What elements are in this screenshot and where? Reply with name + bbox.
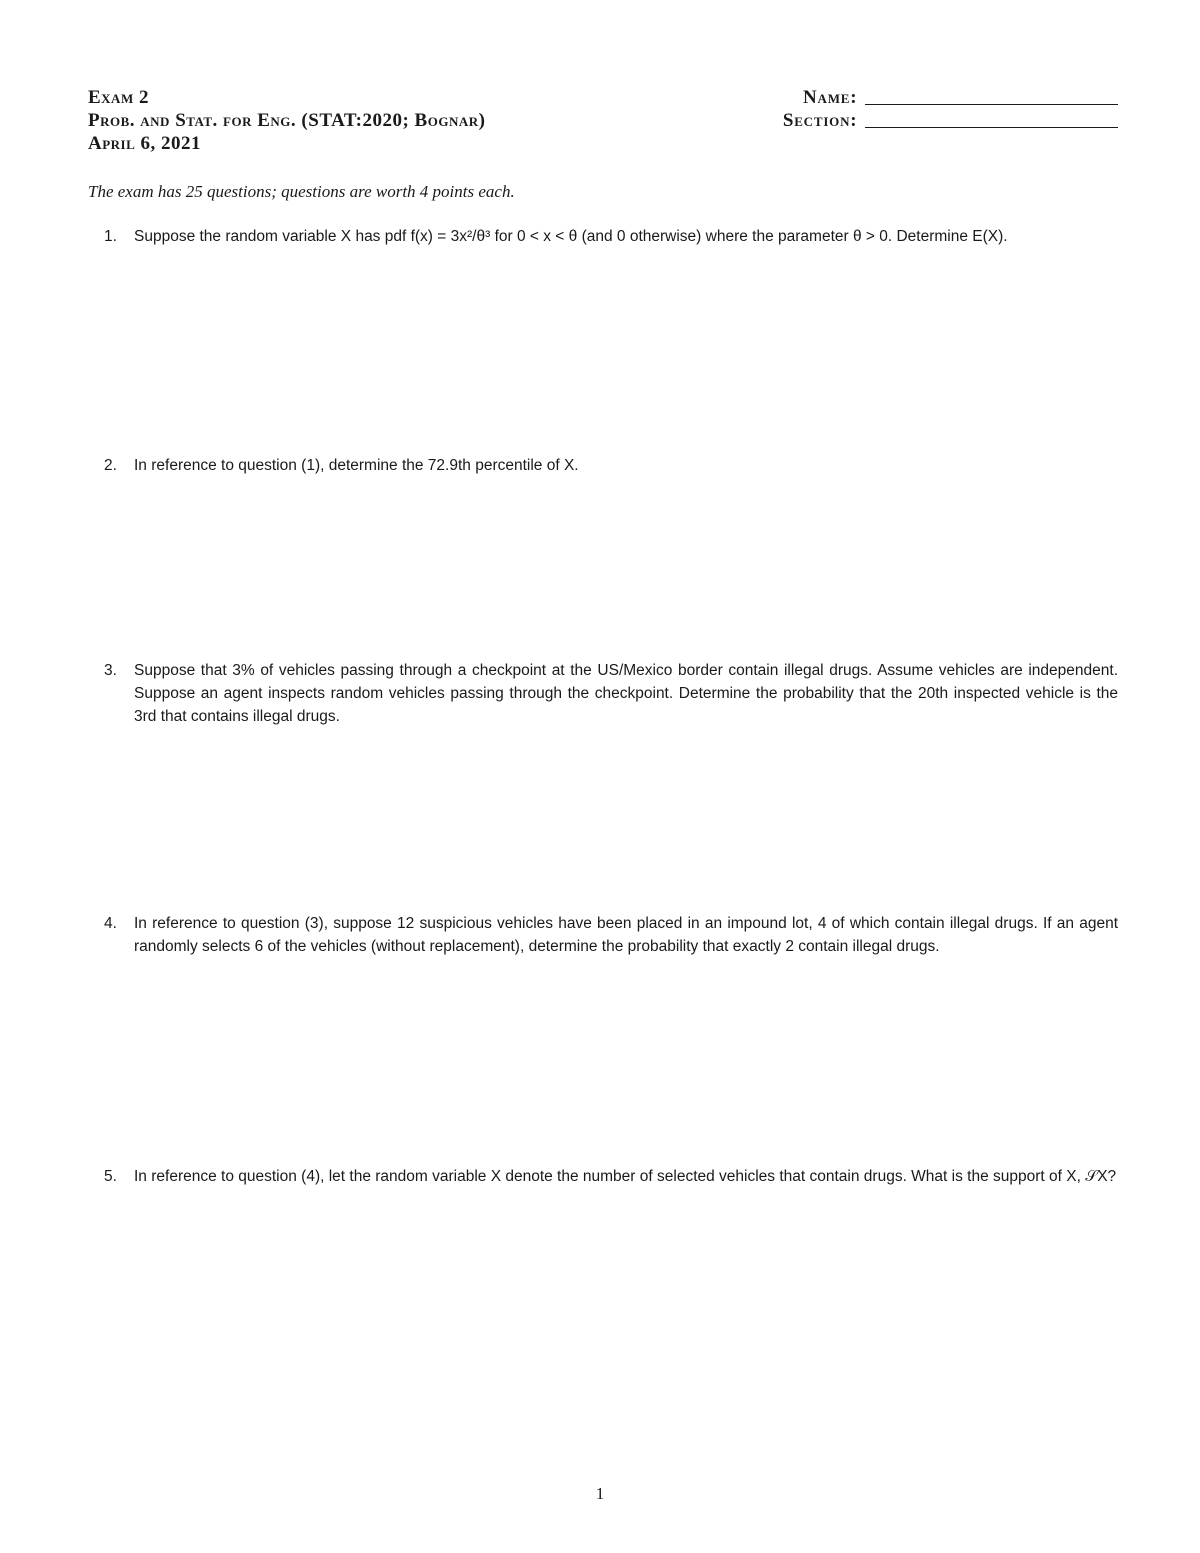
- question-2: [104, 454, 1118, 477]
- section-label: Section:: [782, 110, 858, 131]
- student-fields: [754, 86, 1118, 132]
- question-number: 2.: [104, 457, 117, 474]
- section-field-row: [754, 109, 1118, 132]
- question-number: 5.: [104, 1168, 117, 1185]
- question-number: 4.: [104, 915, 117, 932]
- question-number: 1.: [104, 228, 117, 245]
- course-title: Prob. and Stat. for Eng. (STAT:2020; Bognar): [88, 110, 486, 131]
- exam-instructions: The exam has 25 questions; questions are worth 4 points each.: [88, 182, 515, 201]
- question-1: [104, 225, 1118, 248]
- question-text: In reference to question (1), determine the 72.9th percentile of X.: [134, 457, 579, 474]
- question-5: [104, 1165, 1118, 1188]
- question-text: Suppose that 3% of vehicles passing through a checkpoint at the US/Mexico border contain illegal drugs. Assume vehicles are independent. Suppose an agent inspects random vehicles passing through the checkpoint. Determine the probability that the 20th inspected vehicle is the 3rd that contains illegal drugs.: [134, 662, 1118, 725]
- question-text: In reference to question (3), suppose 12 suspicious vehicles have been placed in an impound lot, 4 of which contain illegal drugs. If an agent randomly selects 6 of the vehicles (without replacement), determine the probability that exactly 2 contain illegal drugs.: [134, 915, 1118, 955]
- name-blank-line[interactable]: [865, 104, 1118, 105]
- question-number: 3.: [104, 662, 117, 679]
- question-text: Suppose the random variable X has pdf f(x) = 3x²/θ³ for 0 < x < θ (and 0 otherwise) where the parameter θ > 0. Determine E(X).: [134, 228, 1008, 245]
- name-field-row: [754, 86, 1118, 109]
- page-number: 1: [595, 1484, 605, 1503]
- question-3: [104, 659, 1118, 728]
- exam-date: April 6, 2021: [88, 133, 202, 154]
- section-blank-line[interactable]: [865, 127, 1118, 128]
- exam-title: Exam 2: [88, 87, 149, 108]
- question-text: In reference to question (4), let the random variable X denote the number of selected vehicles that contain drugs. What is the support of X, 𝒮X?: [134, 1168, 1117, 1185]
- name-label: Name:: [803, 87, 858, 108]
- exam-header-info: [88, 86, 485, 155]
- question-4: [104, 912, 1118, 958]
